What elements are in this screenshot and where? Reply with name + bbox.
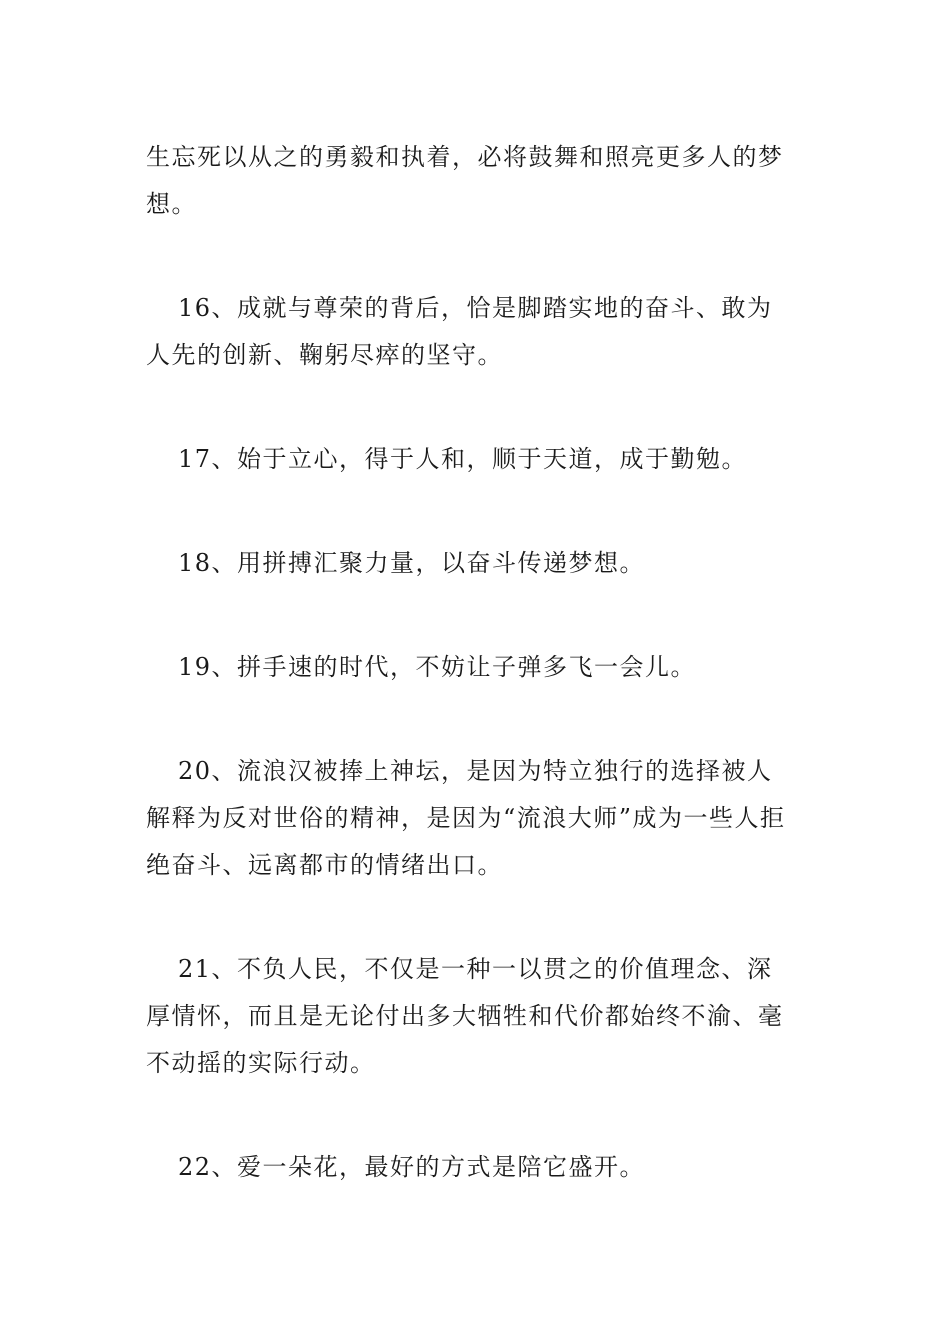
paragraph-19: 19、拼手速的时代，不妨让子弹多飞一会儿。 (178, 653, 697, 681)
paragraph-16: 16、成就与尊荣的背后，恰是脚踏实地的奋斗、敢为人先的创新、鞠躬尽瘁的坚守。 (146, 294, 773, 369)
document-body (146, 134, 794, 1248)
paragraph-22: 22、爱一朵花，最好的方式是陪它盛开。 (178, 1153, 646, 1181)
paragraph-17: 17、始于立心，得于人和，顺于天道，成于勤勉。 (178, 445, 748, 473)
paragraph-18: 18、用拼搏汇聚力量，以奋斗传递梦想。 (178, 549, 646, 577)
paragraph-21: 21、不负人民，不仅是一种一以贯之的价值理念、深厚情怀，而且是无论付出多大牺牲和代价都始终不渝、毫不动摇的实际行动。 (146, 955, 784, 1077)
paragraph-15-continued: 生忘死以从之的勇毅和执着，必将鼓舞和照亮更多人的梦想。 (146, 143, 784, 218)
paragraph-20: 20、流浪汉被捧上神坛，是因为特立独行的选择被人解释为反对世俗的精神，是因为“流浪大师”成为一些人拒绝奋斗、远离都市的情绪出口。 (146, 757, 786, 879)
